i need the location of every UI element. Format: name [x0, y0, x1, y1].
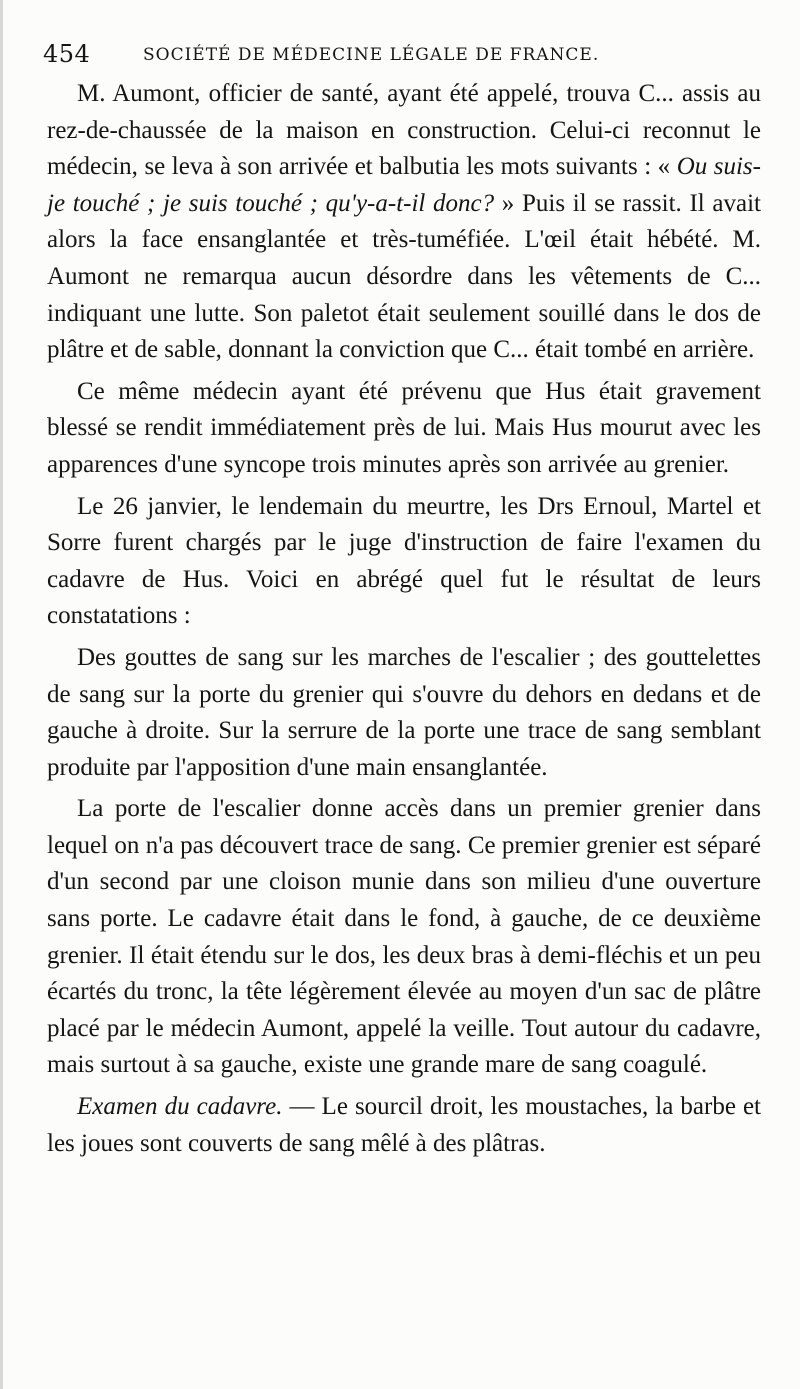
paragraph-text: Le 26 janvier, le lendemain du meurtre, les Drs Ernoul, Martel et Sorre furent chargés par le juge d'instruction de faire l'examen du cadavre de Hus. Voici en abrégé quel fut le résultat de leurs constatations :	[47, 492, 761, 630]
paragraph-text: Ce même médecin ayant été prévenu que Hus était gravement blessé se rendit immédiatement près de lui. Mais Hus mourut avec les apparences d'une syncope trois minutes après son arrivée au grenier.	[47, 377, 761, 478]
paragraph-text: Des gouttes de sang sur les marches de l'escalier ; des gouttelettes de sang sur la porte du grenier qui s'ouvre du dehors en dedans et de gauche à droite. Sur la serrure de la porte une trace de sang semblant produite par l'apposition d'une main ensanglantée.	[47, 643, 761, 781]
running-title: SOCIÉTÉ DE MÉDECINE LÉGALE DE FRANCE.	[143, 45, 600, 65]
page-number: 454	[43, 40, 91, 68]
paragraph-text: — Le sourcil droit, les moustaches, la barbe et les joues sont couverts de sang mêlé à des plâtras.	[47, 1093, 761, 1157]
quoted-speech: Ou suis-je touché ; je suis touché ; qu'y-a-t-il donc?	[47, 153, 761, 217]
paragraph-text: La porte de l'escalier donne accès dans un premier grenier dans lequel on n'a pas découvert trace de sang. Ce premier grenier est séparé d'un second par une cloison munie dans son milieu d'une ouverture sans porte. Le cadavre était dans le fond, à gauche, de ce deuxième grenier. Il était étendu sur le dos, les deux bras à demi-fléchis et un peu écartés du tronc, la tête légèrement élevée au moyen d'un sac de plâtre placé par le médecin Aumont, appelé la veille. Tout autour du cadavre, mais surtout à sa gauche, existe une grande mare de sang coagulé.	[47, 795, 761, 1079]
body-text	[47, 76, 761, 1162]
paragraph	[47, 1089, 761, 1162]
paragraph	[47, 76, 761, 369]
paragraph	[47, 791, 761, 1084]
paragraph-text: M. Aumont, officier de santé, ayant été appelé, trouva C... assis au rez-de-chaussée de la maison en construction. Celui-ci reconnut le médecin, se leva à son arrivée et balbutia les mots suivants : «	[47, 80, 761, 181]
paragraph	[47, 374, 761, 484]
paragraph-text: » Puis il se rassit. Il avait alors la face ensanglantée et très-tuméfiée. L'œil était hébété. M. Aumont ne remarqua aucun désordre dans les vêtements de C... indiquant une lutte. Son paletot était seulement souillé dans le dos de plâtre et de sable, donnant la conviction que C... était tombé en arrière.	[47, 189, 761, 364]
paragraph	[47, 489, 761, 635]
paragraph	[47, 640, 761, 786]
section-heading: Examen du cadavre.	[77, 1093, 283, 1121]
page-header	[43, 40, 752, 70]
